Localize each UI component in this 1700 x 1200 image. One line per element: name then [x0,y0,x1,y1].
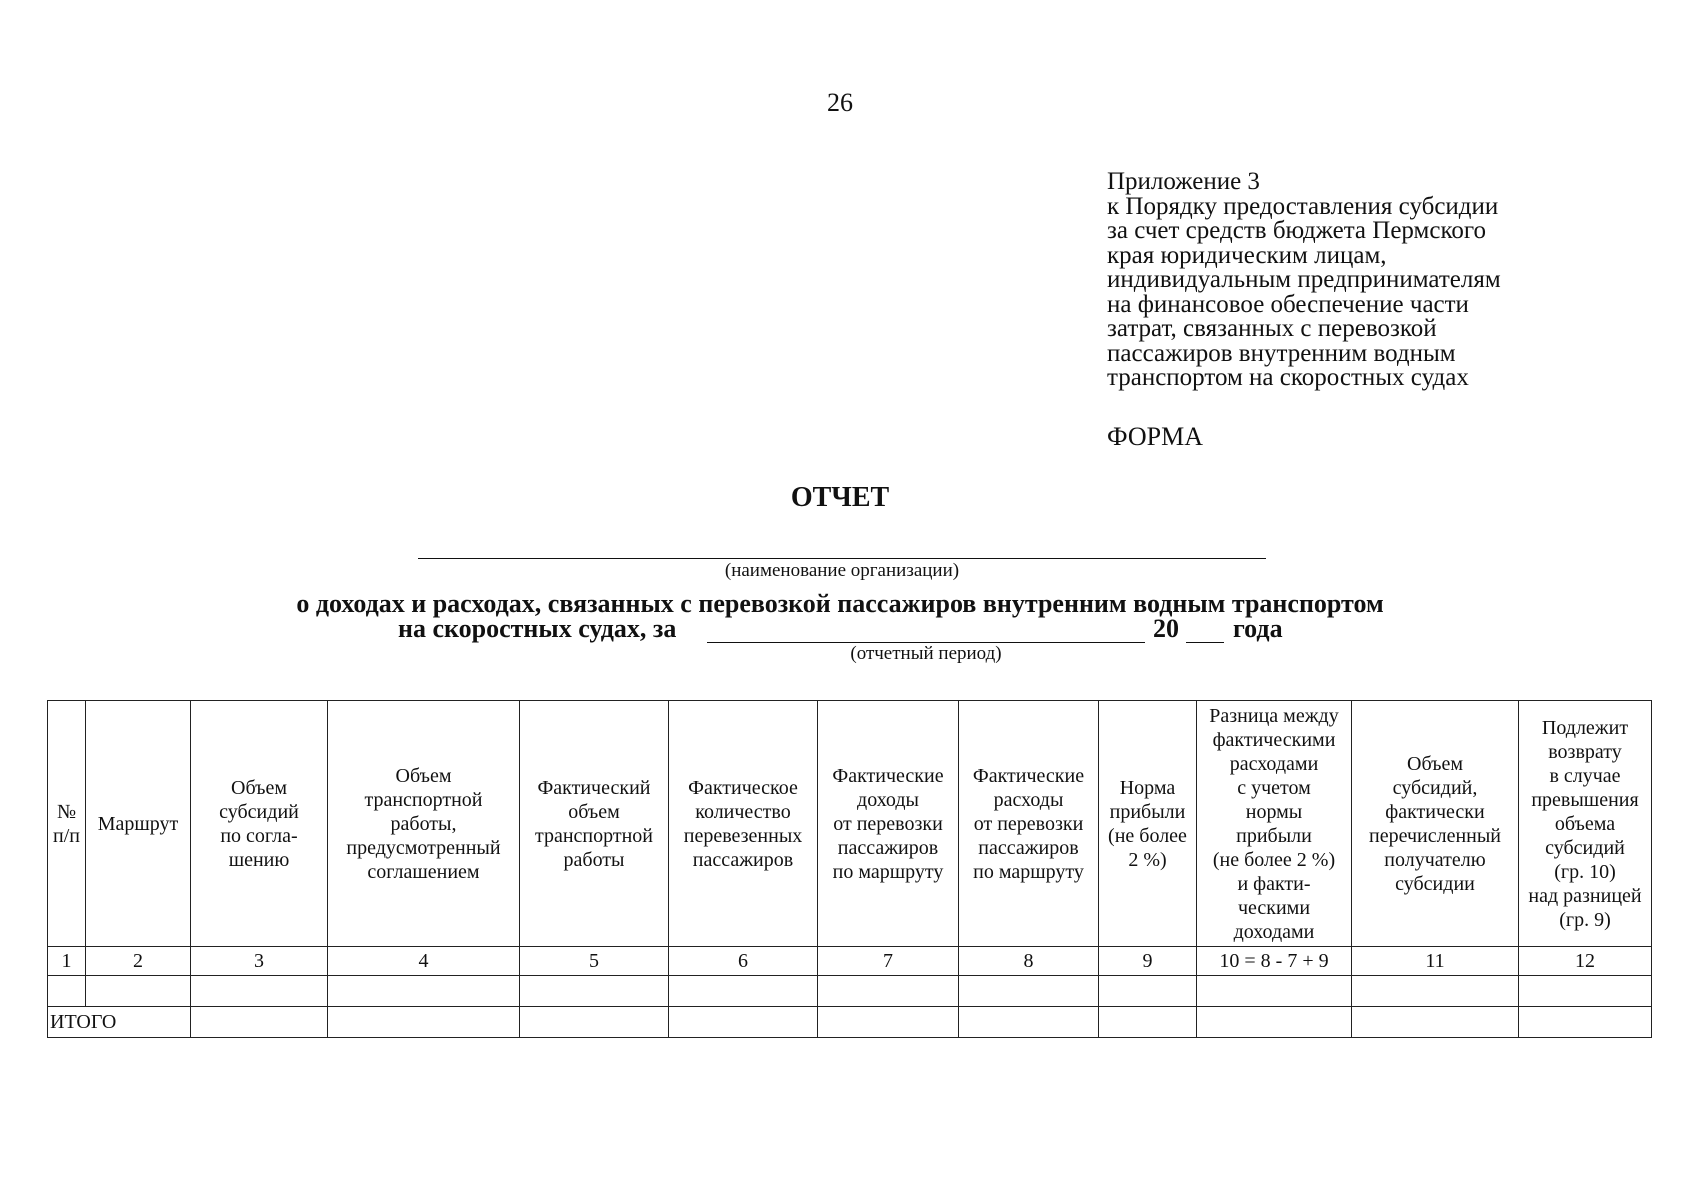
table-cell[interactable] [520,976,669,1007]
column-number: 11 [1352,947,1519,976]
col-header-text: Объем субсидий по согла- шению [219,776,299,871]
table-cell[interactable] [669,976,818,1007]
total-cell[interactable] [669,1007,818,1038]
column-number: 1 [48,947,86,976]
column-number: 9 [1099,947,1197,976]
organization-name-line[interactable] [418,558,1266,559]
table-cell[interactable] [959,976,1099,1007]
column-number: 7 [818,947,959,976]
table-row [48,976,1652,1007]
column-number: 8 [959,947,1099,976]
table-cell[interactable] [1352,976,1519,1007]
total-cell[interactable] [1099,1007,1197,1038]
table-cell[interactable] [86,976,191,1007]
col-header-refund [1519,701,1652,947]
appendix-line: за счет средств бюджета Пермского [1107,217,1486,244]
table-cell[interactable] [1519,976,1652,1007]
column-number: 4 [328,947,520,976]
report-title: ОТЧЕТ [790,482,890,513]
table-cell[interactable] [818,976,959,1007]
total-cell[interactable] [959,1007,1099,1038]
appendix-line: края юридическим лицам, [1107,241,1387,269]
appendix-line: на финансовое обеспечение части [1107,290,1469,318]
col-header-text: Маршрут [97,812,179,835]
col-header-difference [1197,701,1352,947]
appendix-line: к Порядку предоставления субсидии [1107,192,1499,220]
form-label: ФОРМА [1107,422,1203,451]
total-cell[interactable] [191,1007,328,1038]
col-header-passengers-count [669,701,818,947]
col-header-number [48,701,86,947]
column-number: 12 [1519,947,1652,976]
total-cell[interactable] [520,1007,669,1038]
table-cell[interactable] [328,976,520,1007]
year-prefix: 20 [1153,614,1179,643]
col-header-text: Подлежит возврату в случае превышения объема субсидий (гр. 10) над разницей (гр. 9) [1528,716,1642,931]
table-cell[interactable] [1197,976,1352,1007]
appendix-line: затрат, связанных с перевозкой [1107,315,1437,342]
column-number: 10 = 8 - 7 + 9 [1197,947,1352,976]
col-header-planned-transport-work [328,701,520,947]
appendix-block [1107,170,1501,391]
appendix-line: транспортом на скоростных судах [1107,364,1469,391]
report-subtitle-line1: о доходах и расходах, связанных с перевозкой пассажиров внутренним водным транспортом [296,589,1384,618]
total-row [48,1007,1652,1038]
table-cell[interactable] [1099,976,1197,1007]
total-cell[interactable] [1519,1007,1652,1038]
col-header-text: Фактические расходы от перевозки пассажиров по маршруту [972,764,1085,883]
organization-name-caption: (наименование организации) [724,560,960,581]
col-header-subsidy-agreement [191,701,328,947]
col-header-text: Фактический объем транспортной работы [534,776,654,871]
total-cell[interactable] [818,1007,959,1038]
table-cell[interactable] [48,976,86,1007]
col-header-actual-expenses [959,701,1099,947]
column-number: 5 [520,947,669,976]
total-cell[interactable] [1197,1007,1352,1038]
column-number: 2 [86,947,191,976]
appendix-line: индивидуальным предпринимателям [1107,266,1501,293]
column-number-row [48,947,1652,976]
col-header-text: № п/п [53,800,80,847]
year-suffix: года [1233,614,1283,643]
report-subtitle-line2: на скоростных судах, за [398,614,677,643]
total-label: ИТОГО [48,1007,191,1038]
table-header-row [48,701,1652,947]
total-cell[interactable] [328,1007,520,1038]
reporting-period-caption: (отчетный период) [850,643,1002,664]
year-blank-line[interactable] [1186,642,1224,643]
table-cell[interactable] [191,976,328,1007]
col-header-profit-norm [1099,701,1197,947]
col-header-actual-income [818,701,959,947]
col-header-text: Фактические доходы от перевозки пассажиров по маршруту [832,764,944,883]
col-header-text: Фактическое количество перевезенных пассажиров [683,776,803,871]
col-header-text: Объем транспортной работы, предусмотренный соглашением [346,764,501,883]
col-header-text: Объем субсидий, фактически перечисленный получателю субсидии [1368,752,1501,895]
report-table [47,700,1652,1038]
col-header-subsidy-transferred [1352,701,1519,947]
column-number: 3 [191,947,328,976]
col-header-text: Норма прибыли (не более 2 %) [1108,776,1187,871]
col-header-actual-transport-work [520,701,669,947]
page-number: 26 [827,88,853,117]
total-cell[interactable] [1352,1007,1519,1038]
col-header-route [86,701,191,947]
appendix-line: пассажиров внутренним водным [1107,339,1456,367]
column-number: 6 [669,947,818,976]
col-header-text: Разница между фактическими расходами с учетом нормы прибыли (не более 2 %) и факти- ческими доходами [1209,704,1339,943]
appendix-line: Приложение 3 [1107,168,1260,195]
